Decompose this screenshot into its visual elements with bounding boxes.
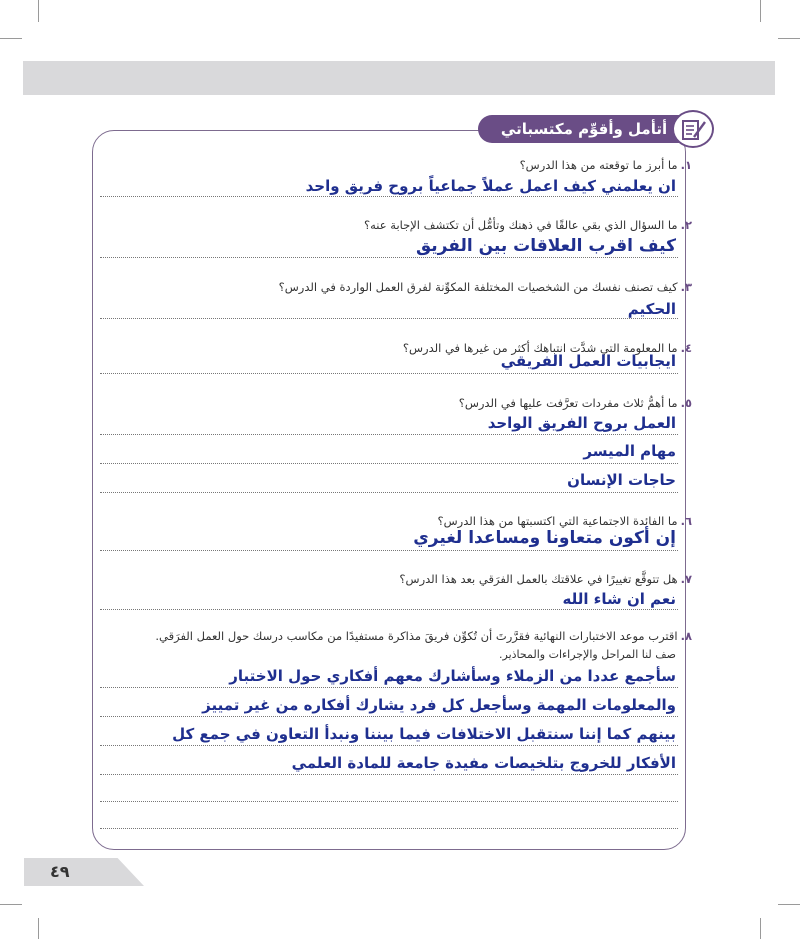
answer-line bbox=[100, 550, 678, 551]
question-8-note: صف لنا المراحل والإجراءات والمحاذير. bbox=[499, 648, 676, 661]
crop-mark bbox=[38, 918, 39, 939]
answer-1: ان يعلمني كيف اعمل عملاً جماعياً بروح فريق واحد bbox=[305, 177, 676, 195]
answer-line bbox=[100, 196, 678, 197]
top-band bbox=[23, 61, 775, 95]
section-title: أتأمل وأقوِّم مكتسباتي bbox=[478, 115, 690, 143]
question-6: ٦.ما الفائدة الاجتماعية التي اكتسبتها من هذا الدرس؟ bbox=[437, 514, 692, 528]
answer-6: إن أكون متعاونا ومساعدا لغيري bbox=[413, 528, 676, 548]
answer-5c: حاجات الإنسان bbox=[567, 471, 676, 489]
answer-5b: مهام الميسر bbox=[583, 442, 676, 460]
crop-mark bbox=[0, 904, 22, 905]
answer-line bbox=[100, 257, 678, 258]
page-number: ٤٩ bbox=[50, 862, 70, 881]
section-header bbox=[466, 110, 732, 150]
answer-8d: الأفكار للخروج بتلخيصات مفيدة جامعة للمادة العلمي bbox=[291, 754, 676, 772]
pencil-note-icon bbox=[672, 110, 714, 148]
answer-7: نعم ان شاء الله bbox=[562, 590, 676, 608]
answer-3: الحكيم bbox=[627, 300, 676, 318]
answer-line bbox=[100, 609, 678, 610]
answer-4: ايجابيات العمل الفريقي bbox=[500, 352, 676, 370]
question-3: ٣.كيف تصنف نفسك من الشخصيات المختلفة المكوِّنة لفرق العمل الواردة في الدرس؟ bbox=[278, 280, 692, 294]
answer-8c: بينهم كما إننا سنتقبل الاختلافات فيما بيننا ونبدأ التعاون في جمع كل bbox=[172, 725, 676, 743]
answer-8b: والمعلومات المهمة وسأجعل كل فرد يشارك أفكاره من غير تمييز bbox=[202, 696, 676, 714]
question-1: ١.ما أبرز ما توقعته من هذا الدرس؟ bbox=[519, 158, 692, 172]
answer-line bbox=[100, 434, 678, 435]
answer-line bbox=[100, 774, 678, 775]
crop-mark bbox=[38, 0, 39, 22]
answer-line bbox=[100, 318, 678, 319]
answer-line bbox=[100, 463, 678, 464]
answer-8a: سأجمع عددا من الزملاء وسأشارك معهم أفكاري حول الاختبار bbox=[229, 667, 676, 685]
answer-line bbox=[100, 373, 678, 374]
page-number-tab bbox=[24, 858, 144, 886]
question-7: ٧.هل تتوقَّع تغييرًا في علاقتك بالعمل الفرَقي بعد هذا الدرس؟ bbox=[399, 572, 692, 586]
crop-mark bbox=[0, 38, 22, 39]
question-4: ٤.ما المعلومة التي شدَّت انتباهك أكثر من غيرها في الدرس؟ bbox=[402, 341, 692, 355]
answer-line bbox=[100, 828, 678, 829]
answer-5a: العمل بروح الفريق الواحد bbox=[487, 414, 676, 432]
crop-mark bbox=[778, 904, 800, 905]
question-8: ٨.اقترب موعد الاختبارات النهائية فقرَّرتَ أن تُكوِّن فريقَ مذاكرة مستفيدًا من مكاسب درسك حول العمل الفرَقي. bbox=[155, 629, 692, 643]
answer-line bbox=[100, 492, 678, 493]
crop-mark bbox=[760, 918, 761, 939]
question-2: ٢.ما السؤال الذي بقي عالقًا في ذهنك وتأمُّل أن تكتشف الإجابة عنه؟ bbox=[364, 218, 692, 232]
crop-mark bbox=[778, 38, 800, 39]
answer-line bbox=[100, 687, 678, 688]
answer-line bbox=[100, 716, 678, 717]
answer-2: كيف اقرب العلاقات بين الفريق bbox=[415, 236, 676, 256]
question-5: ٥.ما أهمُّ ثلاث مفردات تعرَّفت عليها في الدرس؟ bbox=[458, 396, 692, 410]
crop-mark bbox=[760, 0, 761, 22]
answer-line bbox=[100, 801, 678, 802]
answer-line bbox=[100, 745, 678, 746]
